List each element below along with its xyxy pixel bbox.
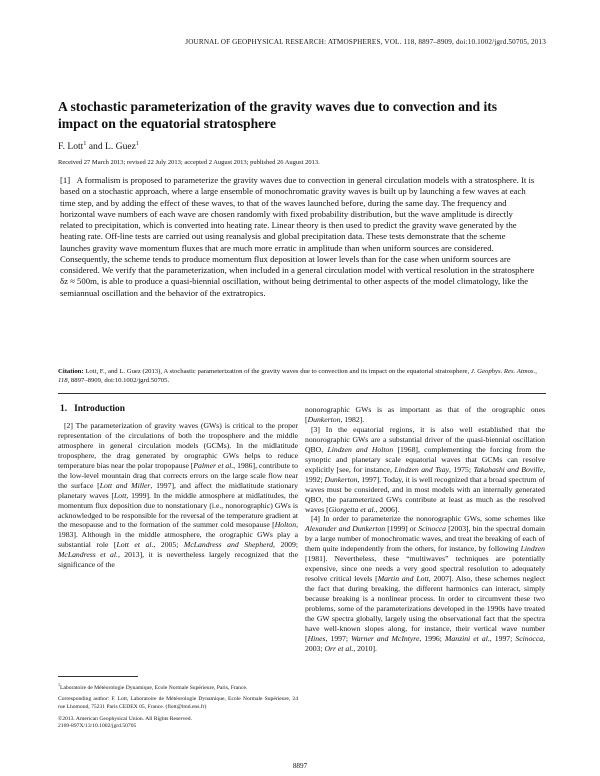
author-name[interactable]: L. Guez [105, 141, 136, 153]
author-list [58, 141, 139, 152]
reference-link[interactable]: Scinocca [418, 524, 447, 534]
paragraph-3: [3] In the equatorial regions, it is also well established that the nonorographic GWs are a substantial driver of the quasi-biennial oscillation QBO, Lindzen and Holton [1968], complementing the forcing from the synoptic and planetary scale equatorial waves that GCMs can resolve explicitly [see, for instance, Lindzen and Tsay, 1975; Takahashi and Boville, 1992; Dunkerton, 1997]. Today, it is well recognized that a broad spectrum of waves must be considered, and in most models with an internally generated QBO, the parameterized GWs contribute at least as much as the resolved waves [Giorgetta et al., 2006]. [305, 424, 546, 514]
reference-link[interactable]: Giorgetta et al. [328, 504, 376, 514]
right-column [305, 405, 545, 654]
reference-link[interactable]: McLandress et al. [58, 550, 118, 560]
abstract [60, 175, 537, 299]
affiliation-footnote [58, 681, 298, 692]
affiliation-text: Laboratoire de Météorologie Dynamique, Ecole Normale Supérieure, Paris, France. [60, 684, 248, 691]
citation-journal: J. Geophys. Res. Atmos., 118, [58, 368, 537, 385]
paragraph-2: [2] The parameterization of gravity waves (GWs) is critical to the proper representation of the circulations of both the troposphere and the middle atmosphere in general circulation models (GCMs). In the midlatitude troposphere, the drag generated by orographic GWs helps to reduce temperature bias near the polar tropopause [Palmer et al., 1986], contribute to the low-level mountain drag that corrects errors on the large scale flow near the surface [Lott and Miller, 1997], and affect the midlatitude stationary planetary waves [Lott, 1999]. In the middle atmosphere at midlatitudes, the momentum flux deposition due to nonstationary (i.e., nonorographic) GWs is acknowledged to be responsible for the reversal of the temperature gradient at the mesopause and to the formation of the summer cold mesopause [Holton, 1983]. Although in the middle atmosphere, the orographic GWs play a substantial role [Lott et al., 2005; McLandress and Shepherd, 2009; McLandress et al., 2013], it is nevertheless largely recognized that the significance of the [58, 420, 298, 570]
paragraph-2-continued: nonorographic GWs is as important as that of the orographic ones [Dunkerton, 1982]. [305, 405, 545, 424]
reference-link[interactable]: Takahashi and Boville [473, 464, 544, 474]
reference-link[interactable]: Warner and McIntyre [351, 633, 420, 643]
reference-link[interactable]: Dunkerton [324, 474, 358, 484]
reference-link[interactable]: Lindzen [520, 544, 545, 554]
reference-link[interactable]: Alexander and Dunkerton [305, 524, 386, 534]
paragraph-4: [4] In order to parameterize the nonorographic GWs, some schemes like Alexander and Dunkerton [1999] or Scinocca [2003], bin the spectral domain by a large number of monochromatic waves, and treat the breaking of each of them quite independently from the others, for instance, by following Lindzen [1981]. Nevertheless, these “multiwaves” techniques are potentially expensive, since one needs a very good spectral resolution to adequately resolve critical levels [Martin and Lott, 2007]. Also, these schemes neglect the fact that during breaking, the different harmonics can interact, simply because breaking is a nonlinear process. In order to circumvent these two problems, some of the parameterizations developed in the 1990s have treated the GW spectra globally, largely using the observational fact that the spectra have well-known slopes along, for instance, their vertical wave number [Hines, 1997; Warner and McIntyre, 1996; Manzini et al., 1997; Scinocca, 2003; Orr et al., 2010]. [305, 514, 546, 653]
paragraph-marker: [1] [60, 175, 71, 185]
section-heading [60, 405, 298, 415]
page-number: 8897 [292, 762, 308, 770]
issn: 2169-897X/13/10.1002/jgrd.50705 [58, 723, 137, 730]
footnote-divider [58, 676, 138, 677]
citation-label: Citation: [58, 368, 84, 375]
citation-text: Lott, F., and L. Guez (2013), A stochastic parameterization of the gravity waves due to convection and its impact on the equatorial stratosphere, [83, 368, 471, 375]
reference-link[interactable]: Orr et al. [324, 643, 354, 653]
section-divider [58, 393, 546, 394]
section-number: 1. [60, 404, 68, 414]
reference-link[interactable]: Lindzen and Holton [327, 444, 394, 454]
affiliation-marker: 1 [58, 682, 60, 687]
reference-link[interactable]: Martin and Lott [377, 574, 429, 584]
publication-dates: Received 27 March 2013; revised 22 July 2013; accepted 2 August 2013; published 26 August 2013. [58, 159, 320, 166]
running-header: JOURNAL OF GEOPHYSICAL RESEARCH: ATMOSPHERES, VOL. 118, 8897–8909, doi:10.1002/jgrd.50705, 2013 [185, 38, 546, 46]
reference-link[interactable]: Holton [274, 520, 297, 530]
corresponding-author: Corresponding author: F. Lott, Laboratoire de Météorologie Dynamique, Ecole Normale Supérieure, 24 rue Lhomond, 75231 Paris CEDEX 05, France. (flott@lmd.ens.fr) [58, 696, 298, 711]
reference-link[interactable]: Lindzen and Tsay [394, 464, 450, 474]
author-name[interactable]: F. Lott [58, 141, 84, 153]
copyright: ©2013. American Geophysical Union. All Rights Reserved. [58, 715, 192, 722]
reference-link[interactable]: Lott [113, 490, 127, 500]
section-title: Introduction [74, 404, 125, 414]
citation [58, 367, 538, 385]
reference-link[interactable]: Scinocca [515, 633, 544, 643]
left-column [58, 405, 298, 570]
reference-link[interactable]: Lott et al. [116, 540, 154, 550]
reference-link[interactable]: Lott and Miller [99, 480, 151, 490]
reference-link[interactable]: Dunkerton [307, 414, 341, 424]
reference-link[interactable]: Hines [307, 633, 326, 643]
reference-link[interactable]: Palmer et al. [193, 460, 234, 470]
paper-title: A stochastic parameterization of the gravity waves due to convection and its impact on the equatorial stratosphere [58, 99, 498, 131]
reference-link[interactable]: Manzini et al. [444, 633, 490, 643]
reference-link[interactable]: McLandress and Shepherd [183, 540, 274, 550]
affiliation-marker: 1 [83, 141, 87, 147]
citation-doi[interactable]: 8897–8909, doi:10.1002/jgrd.50705. [69, 377, 170, 385]
abstract-text: A formalism is proposed to parameterize the gravity waves due to convection in general circulation models with a stratosphere. It is based on a stochastic approach, where a large ensemble of monochromatic gravity waves is built up by launching a few waves at each time step, and by adding the effect of these waves, to that of the waves launched before, during the same day. The frequency and horizontal wave numbers of each wave are chosen randomly with fixed probability distribution, but the wave amplitude is directly related to precipitation, which is converted into heating rate. Linear theory is then used to predict the gravity wave generated by the heating rate. Off-line tests are carried out using reanalysis and global precipitation data. These tests demonstrate that the scheme launches gravity wave momentum fluxes that are much more erratic in amplitude than when uniform sources are considered. Consequently, the scheme tends to produce momentum flux deposition at lower levels than for the case when uniform sources are considered. We verify that the parameterization, when included in a general circulation model with vertical resolution in the stratosphere δz ≈ 500m, is able to produce a quasi-biennial oscillation, without being detrimental to other aspects of the model climatology, like the semiannual oscillation and the behavior of the extratropics. [60, 175, 535, 298]
affiliation-marker: 1 [135, 141, 139, 147]
footnotes [58, 681, 298, 731]
author-separator: and [86, 141, 106, 153]
